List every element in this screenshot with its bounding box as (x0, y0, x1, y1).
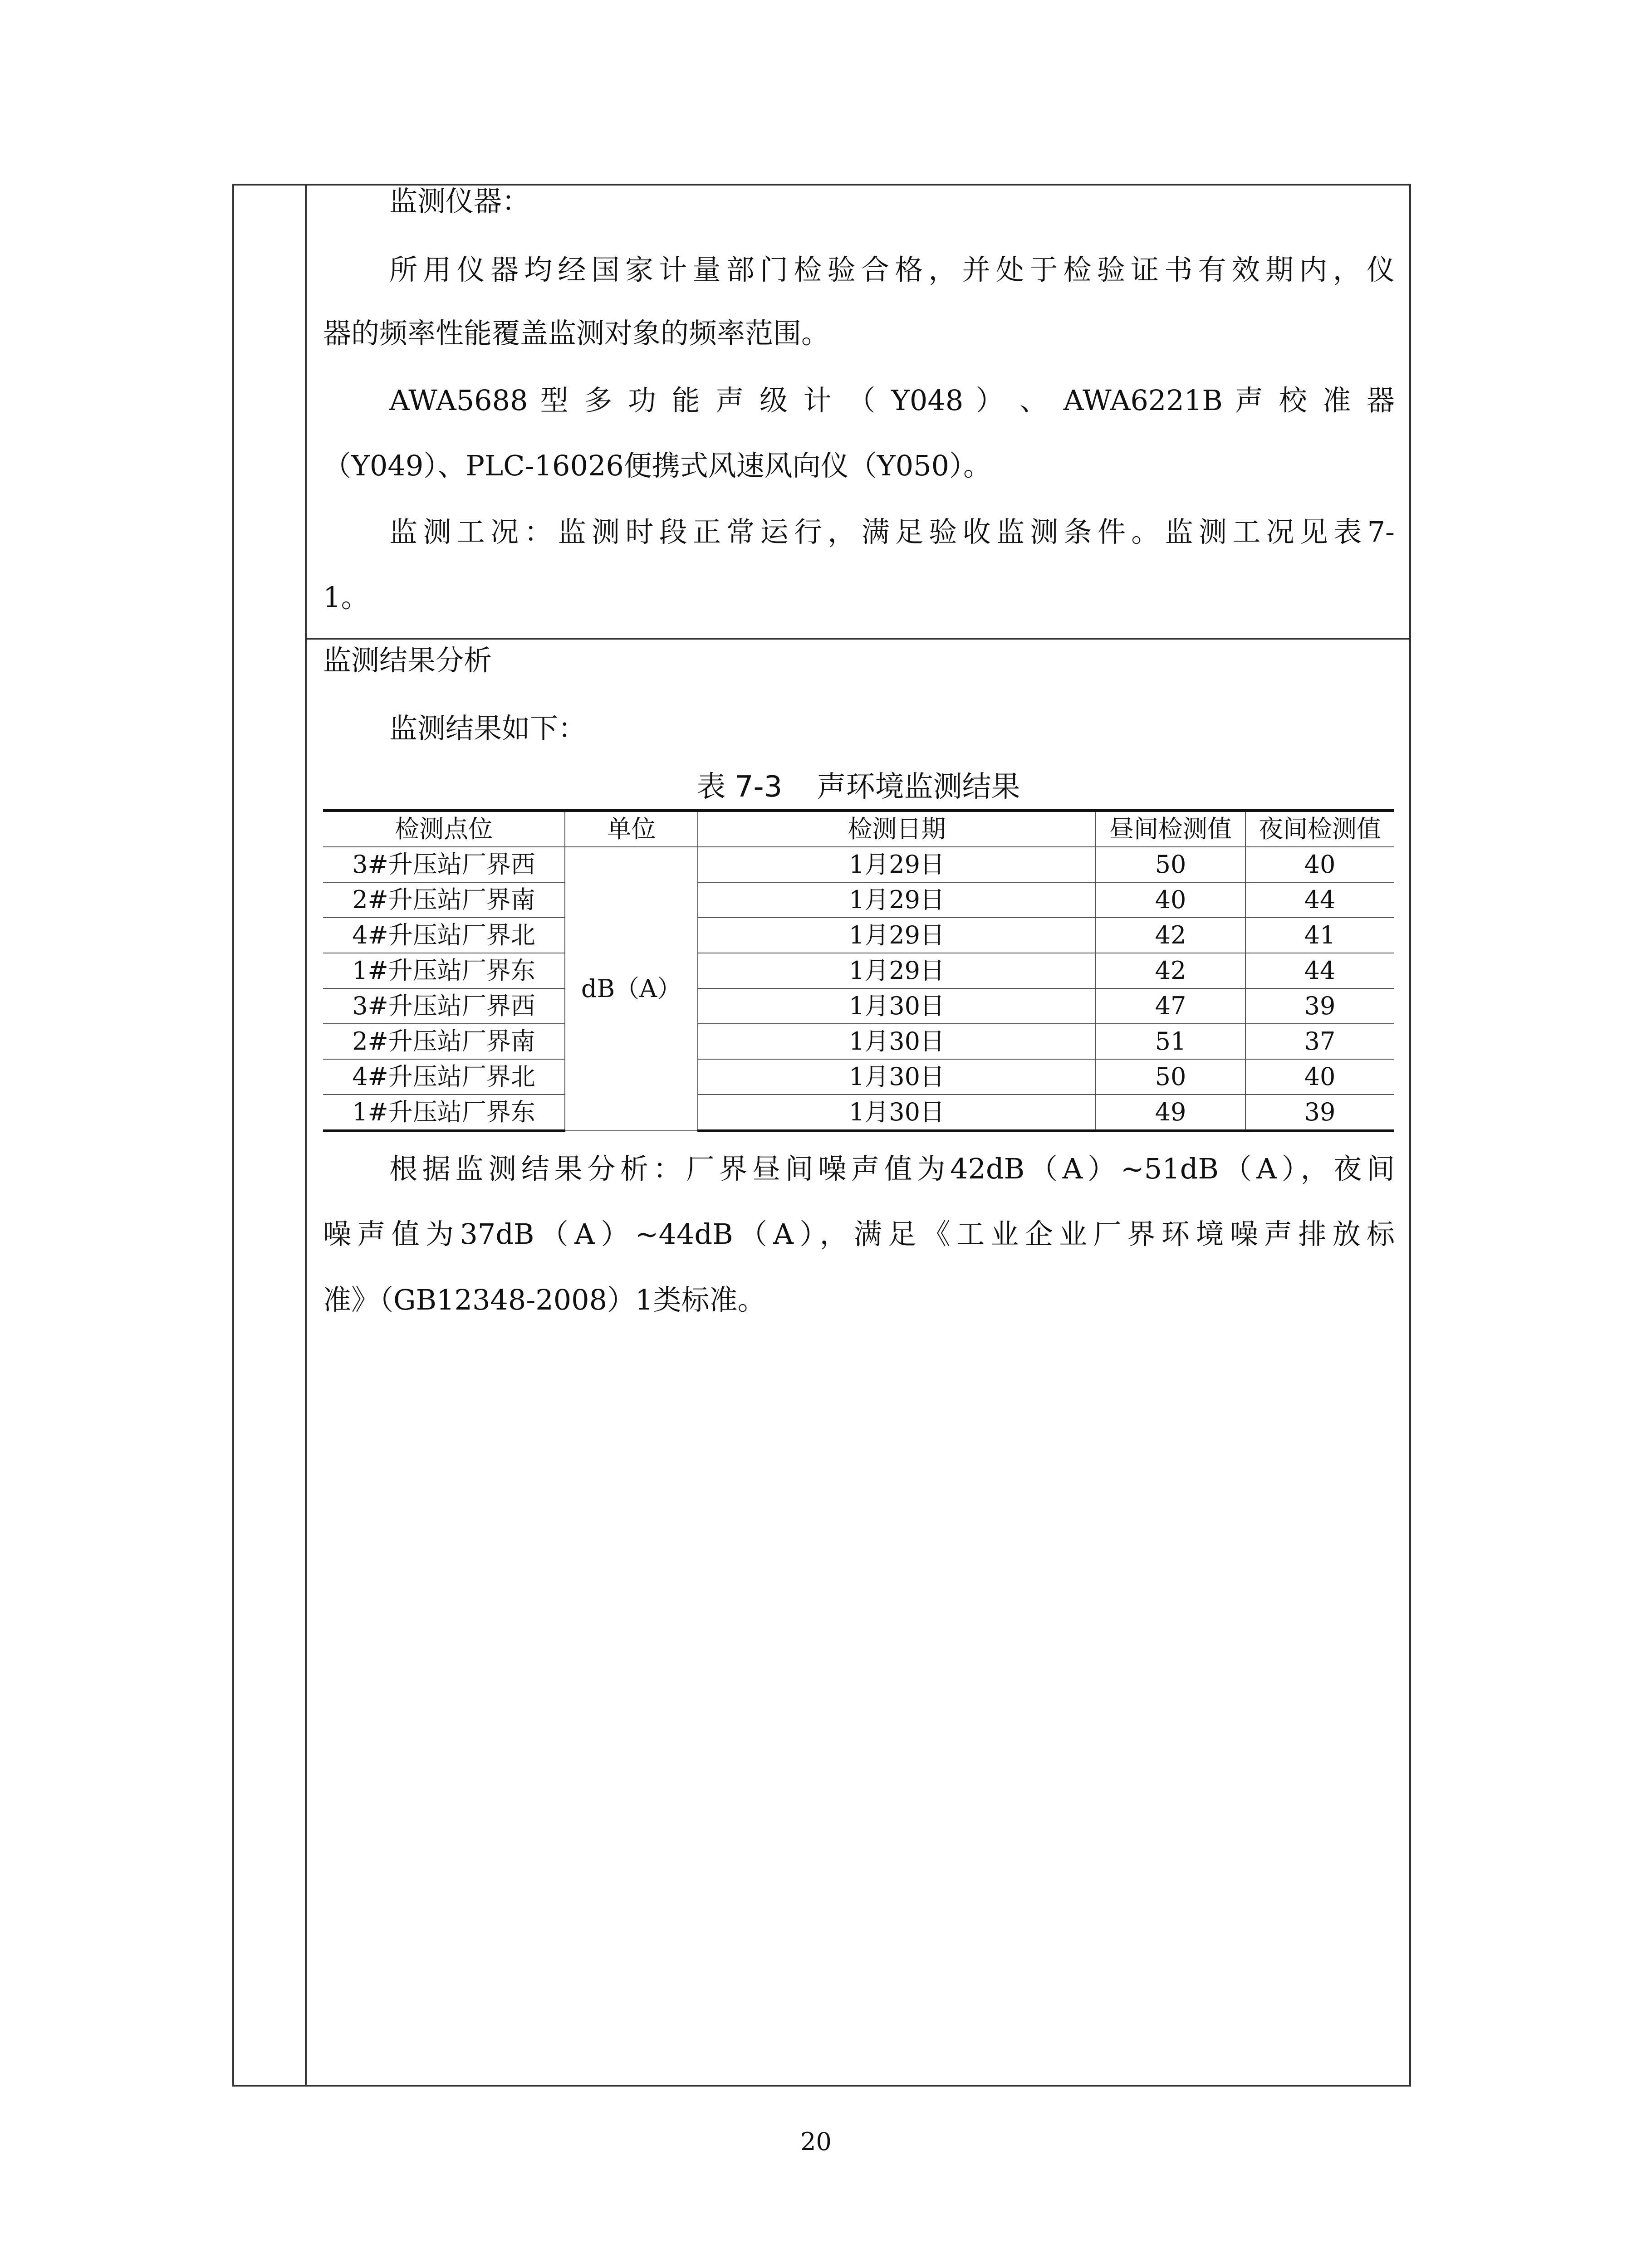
noise-results-table (323, 809, 1394, 1132)
page-number: 20 (800, 2127, 832, 2156)
night-value-cell: 37 (1245, 1024, 1394, 1059)
day-value-cell: 42 (1096, 953, 1245, 988)
location-cell: 3#升压站厂界西 (323, 847, 565, 882)
day-value-cell: 42 (1096, 918, 1245, 953)
night-value-cell: 40 (1245, 1059, 1394, 1095)
day-value-cell: 50 (1096, 1059, 1245, 1095)
night-value-cell: 39 (1245, 1095, 1394, 1131)
results-heading: 监测结果分析 (323, 644, 492, 677)
table-row (323, 988, 1394, 1024)
location-cell: 3#升压站厂界西 (323, 988, 565, 1024)
date-cell: 1月30日 (698, 1095, 1096, 1131)
instruments-list-line1: AWA5688 型 多 功 能 声 级 计 （ Y048 ） 、 AWA6221B 声 校 准 器 (389, 384, 1395, 417)
date-cell: 1月29日 (698, 953, 1096, 988)
table-caption (323, 769, 1394, 805)
column-header: 检测点位 (323, 811, 565, 847)
table-row (323, 1024, 1394, 1059)
table-number: 表 7-3 (696, 770, 783, 804)
table-header-row (323, 811, 1394, 847)
table-row (323, 953, 1394, 988)
column-header: 检测日期 (698, 811, 1096, 847)
date-cell: 1月29日 (698, 918, 1096, 953)
location-cell: 4#升压站厂界北 (323, 1059, 565, 1095)
table-row (323, 1095, 1394, 1131)
table-title: 声环境监测结果 (817, 770, 1020, 804)
instruments-list-line2: （Y049）、PLC-16026便携式风速风向仪（Y050）。 (323, 449, 992, 482)
table-row (323, 847, 1394, 882)
unit-cell: dB（A） (565, 847, 698, 1131)
location-cell: 2#升压站厂界南 (323, 882, 565, 918)
night-value-cell: 40 (1245, 847, 1394, 882)
night-value-cell: 44 (1245, 953, 1394, 988)
analysis-line3: 准》（GB12348-2008）1类标准。 (323, 1283, 766, 1316)
analysis-line2: 噪声值为37dB（A）~44dB（A），满足《工业企业厂界环境噪声排放标 (323, 1217, 1395, 1251)
instruments-paragraph-line2: 器的频率性能覆盖监测对象的频率范围。 (323, 317, 830, 350)
location-cell: 1#升压站厂界东 (323, 953, 565, 988)
day-value-cell: 49 (1096, 1095, 1245, 1131)
date-cell: 1月30日 (698, 1024, 1096, 1059)
location-cell: 4#升压站厂界北 (323, 918, 565, 953)
date-cell: 1月29日 (698, 847, 1096, 882)
day-value-cell: 40 (1096, 882, 1245, 918)
date-cell: 1月30日 (698, 1059, 1096, 1095)
column-header: 昼间检测值 (1096, 811, 1245, 847)
date-cell: 1月29日 (698, 882, 1096, 918)
conditions-line1: 监测工况：监测时段正常运行，满足验收监测条件。监测工况见表7- (389, 515, 1395, 548)
conditions-line2: 1。 (323, 581, 369, 614)
date-cell: 1月30日 (698, 988, 1096, 1024)
table-row (323, 918, 1394, 953)
night-value-cell: 44 (1245, 882, 1394, 918)
night-value-cell: 39 (1245, 988, 1394, 1024)
day-value-cell: 51 (1096, 1024, 1245, 1059)
column-header: 夜间检测值 (1245, 811, 1394, 847)
table-row (323, 1059, 1394, 1095)
frame-section-divider (305, 638, 1411, 640)
day-value-cell: 50 (1096, 847, 1245, 882)
location-cell: 1#升压站厂界东 (323, 1095, 565, 1131)
instruments-heading: 监测仪器： (389, 185, 530, 218)
analysis-line1: 根据监测结果分析：厂界昼间噪声值为42dB（A）~51dB（A），夜间 (389, 1152, 1395, 1185)
location-cell: 2#升压站厂界南 (323, 1024, 565, 1059)
instruments-paragraph-line1: 所用仪器均经国家计量部门检验合格，并处于检验证书有效期内，仪 (389, 253, 1395, 286)
night-value-cell: 41 (1245, 918, 1394, 953)
results-intro: 监测结果如下： (389, 712, 587, 745)
table-row (323, 882, 1394, 918)
day-value-cell: 47 (1096, 988, 1245, 1024)
frame-left-column-border (305, 184, 307, 2087)
column-header: 单位 (565, 811, 698, 847)
